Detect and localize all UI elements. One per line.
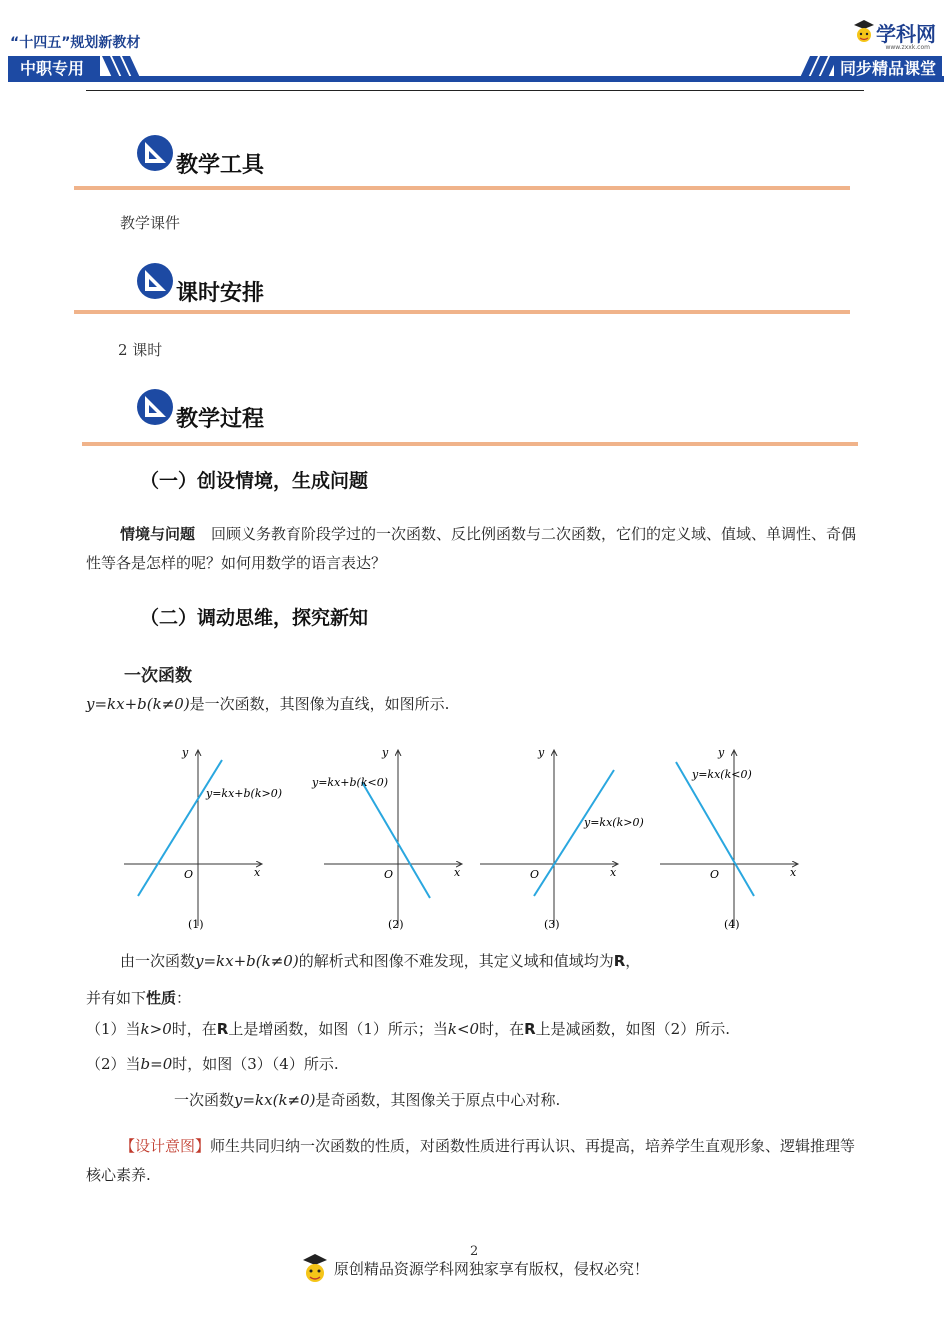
origin-label: O [530,868,540,881]
text-segment: ， [625,952,641,970]
formula: k<0 [447,1020,480,1038]
logo-url: www.zxxk.com [885,44,930,51]
section-title-tools: 教学工具 [176,153,265,178]
text-segment: 的解析式和图像不难发现，其定义域和值域均为 [298,952,614,970]
y-axis-label: y [538,746,545,759]
text-segment: 时，在 [171,1020,217,1038]
real-set-symbol: R [524,1020,536,1038]
section-title-process: 教学过程 [176,407,265,432]
properties-keyword: 性质 [146,989,177,1007]
header-rule [86,90,864,91]
schedule-content: 2 课时 [118,341,163,359]
series-label: “十四五”规划新教材 [10,35,141,51]
part2-heading: （二）调动思维，探究新知 [140,607,369,629]
graph-caption: (1) [188,918,204,931]
property-3 [174,1086,560,1115]
section-rule [74,186,850,190]
y-axis-label: y [718,746,725,759]
section-rule [82,442,858,446]
triangle-ruler-icon [136,388,174,426]
linear-graphs-figure [110,740,810,936]
text-segment: （2）当 [86,1055,141,1073]
graph-caption: (3) [544,918,560,931]
graph-1 [124,746,282,931]
graph-line [362,782,430,898]
mascot-icon [301,1252,329,1288]
properties-intro [86,984,191,1013]
text-segment: ： [176,989,192,1007]
formula: y=kx(k≠0) [234,1091,316,1109]
origin-label: O [710,868,720,881]
part1-text: 回顾义务教育阶段学过的一次函数、反比例函数与二次函数，它们的定义域、值域、单调性、奇偶性等各是怎样的呢？如何用数学的语言表达？ [86,525,857,572]
graph-4 [660,746,798,931]
x-axis-label: x [254,866,261,879]
x-axis-label: x [790,866,797,879]
domain-range-line [120,947,640,976]
real-set-symbol: R [216,1020,229,1038]
left-badge: 中职专用 [8,56,100,82]
triangle-ruler-icon [136,262,174,300]
tools-content: 教学课件 [120,214,181,232]
design-intent [86,1132,862,1190]
text-segment: 并有如下 [86,989,147,1007]
formula: b=0 [140,1055,173,1073]
linear-intro [86,690,449,719]
text-segment: （1）当 [86,1020,141,1038]
text-segment: 上是减函数，如图（2）所示. [535,1020,730,1038]
part1-paragraph [86,520,862,578]
property-2 [86,1050,339,1079]
graph-caption: (2) [388,918,404,931]
part1-label: 情境与问题 [120,525,196,543]
formula: k>0 [140,1020,172,1038]
graph-2 [311,746,462,931]
text-segment: 上是增函数，如图（1）所示；当 [228,1020,448,1038]
right-badge: 同步精品课堂 [834,56,942,82]
intro-formula: y=kx+b(k≠0) [86,695,190,713]
design-intent-label: 【设计意图】 [120,1137,211,1155]
text-segment: 时，在 [479,1020,525,1038]
graph-line [138,760,222,896]
graph-3 [480,746,644,931]
section-title-schedule: 课时安排 [176,281,265,306]
copyright-text: 原创精品资源学科网独家享有版权，侵权必究！ [333,1260,649,1278]
triangle-ruler-icon [136,134,174,172]
page-number: 2 [470,1244,479,1259]
origin-label: O [384,868,394,881]
text-segment: 一次函数 [174,1091,235,1109]
graph-label: y=kx(k<0) [692,768,752,781]
logo-text: 学科网 [876,22,936,46]
graph-line [534,770,614,896]
origin-label: O [184,868,194,881]
part1-heading: （一）创设情境，生成问题 [140,470,369,492]
x-axis-label: x [454,866,461,879]
linear-function-subheading: 一次函数 [124,666,192,686]
y-axis-label: y [182,746,189,759]
graph-label: y=kx+b(k>0) [206,787,283,800]
y-axis-label: y [382,746,389,759]
x-axis-label: x [610,866,617,879]
header-bar [8,56,944,82]
graph-caption: (4) [724,918,740,931]
design-intent-text: 师生共同归纳一次函数的性质，对函数性质进行再认识、再提高，培养学生直观形象、逻辑推理等核心素养. [86,1137,856,1184]
site-logo [852,18,936,51]
real-set-symbol: R [613,952,626,970]
text-segment: 时，如图（3）（4）所示. [172,1055,339,1073]
footer [0,1252,950,1288]
property-1 [86,1015,730,1044]
mascot-icon [852,19,874,47]
graph-label: y=kx+b(k<0) [312,776,389,789]
formula: y=kx+b(k≠0) [195,952,299,970]
graph-label: y=kx(k>0) [584,816,644,829]
text-segment: 是奇函数，其图像关于原点中心对称. [315,1091,561,1109]
text-segment: 由一次函数 [120,952,196,970]
section-rule [74,310,850,314]
intro-text: 是一次函数，其图像为直线，如图所示. [189,695,450,713]
